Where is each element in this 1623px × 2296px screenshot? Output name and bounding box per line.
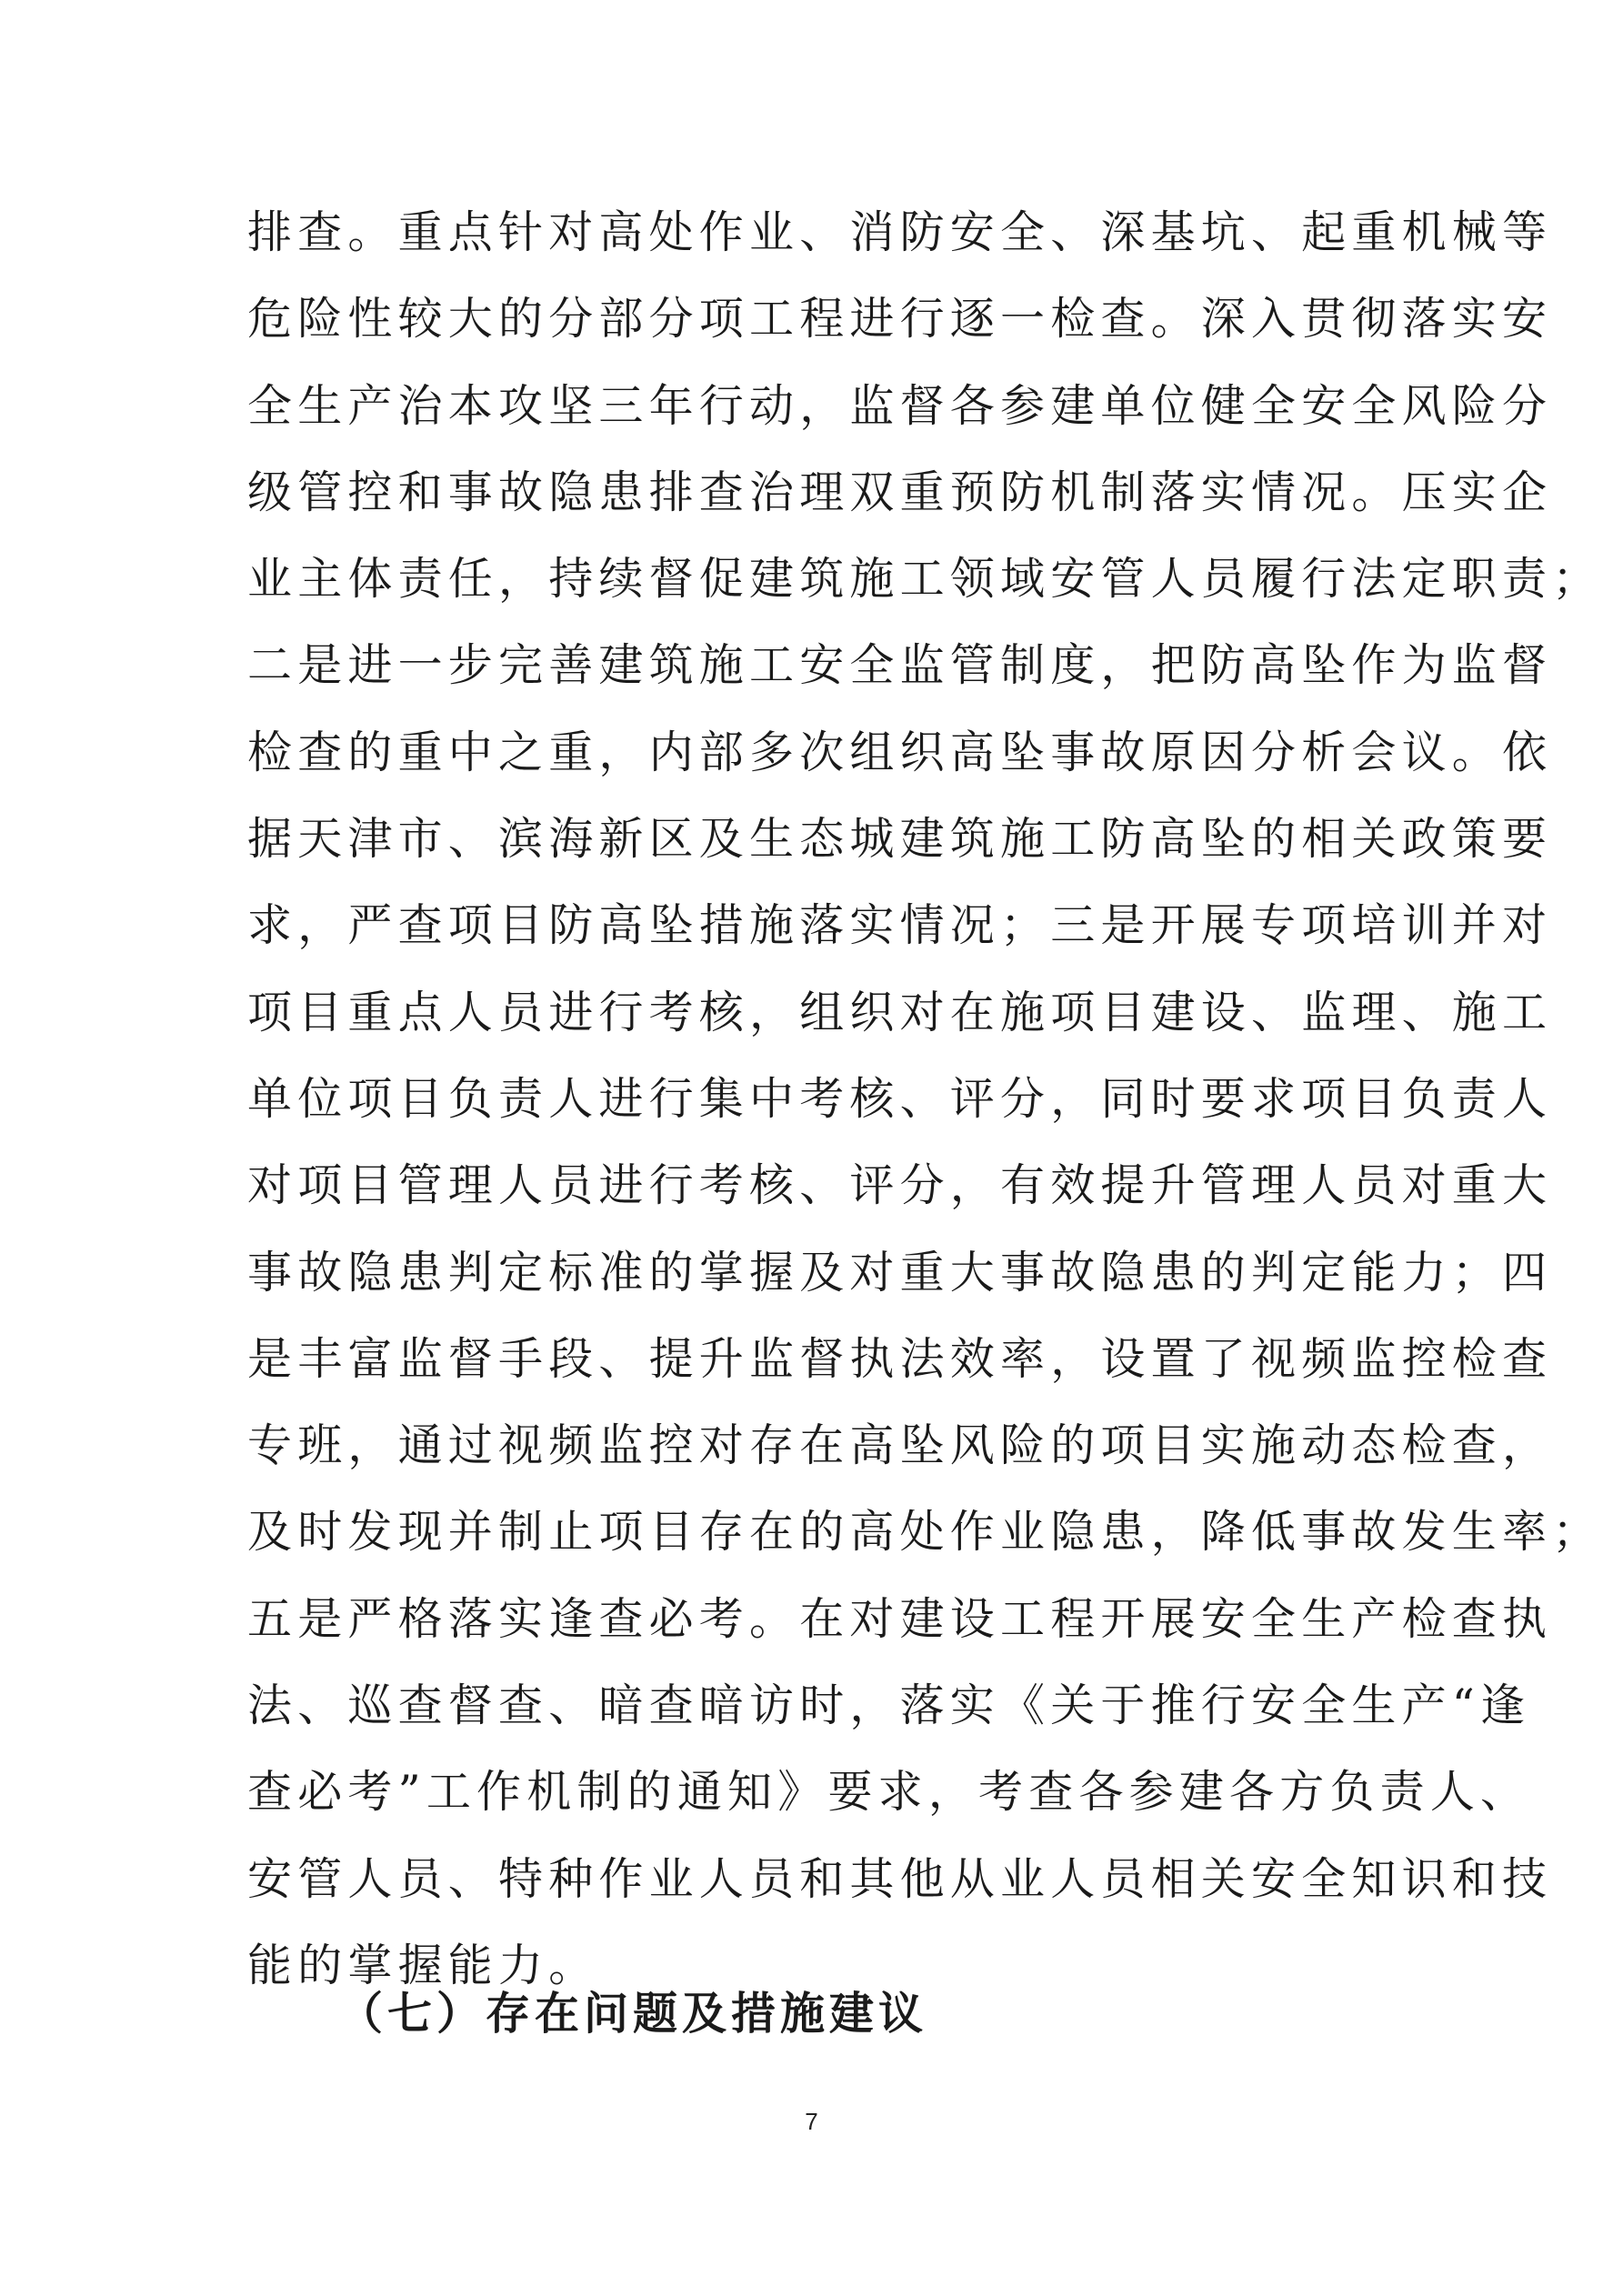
text-line: 法、巡查督查、暗查暗访时，落实《关于推行安全生产“逢 [247,1679,1531,1732]
text-line: 项目重点人员进行考核，组织对在施项目建设、监理、施工 [247,986,1553,1038]
text-line: 二是进一步完善建筑施工安全监管制度，把防高坠作为监督 [247,639,1553,692]
text-line: 事故隐患判定标准的掌握及对重大事故隐患的判定能力；四 [247,1246,1553,1298]
text-line: 据天津市、滨海新区及生态城建筑施工防高坠的相关政策要 [247,813,1553,866]
text-line: 是丰富监督手段、提升监督执法效率，设置了视频监控检查 [247,1332,1553,1385]
section-heading: （七）存在问题及措施建议 [338,1988,928,2040]
text-line: 及时发现并制止项目存在的高处作业隐患，降低事故发生率； [247,1506,1603,1559]
text-line: 全生产治本攻坚三年行动，监督各参建单位健全安全风险分 [247,379,1553,432]
text-line: 级管控和事故隐患排查治理双重预防机制落实情况。压实企 [247,466,1553,518]
text-line: 专班，通过视频监控对存在高坠风险的项目实施动态检查， [247,1419,1553,1472]
text-line: 危险性较大的分部分项工程进行逐一检查。深入贯彻落实安 [247,293,1553,346]
text-line: 能的掌握能力。 [247,1939,599,1991]
text-line: 对项目管理人员进行考核、评分，有效提升管理人员对重大 [247,1159,1553,1212]
text-line: 检查的重中之重，内部多次组织高坠事故原因分析会议。依 [247,726,1553,778]
page-number: 7 [805,2108,818,2135]
text-line: 单位项目负责人进行集中考核、评分，同时要求项目负责人 [247,1072,1553,1125]
text-line: 求，严查项目防高坠措施落实情况；三是开展专项培训并对 [247,899,1553,952]
body-paragraph [247,189,1603,2009]
text-line: 业主体责任，持续督促建筑施工领域安管人员履行法定职责； [247,553,1603,606]
text-line: 排查。重点针对高处作业、消防安全、深基坑、起重机械等 [247,206,1553,258]
text-line: 五是严格落实逢查必考。在对建设工程开展安全生产检查执 [247,1592,1553,1645]
text-line: 安管人员、特种作业人员和其他从业人员相关安全知识和技 [247,1852,1553,1905]
text-line: 查必考”工作机制的通知》要求，考查各参建各方负责人、 [247,1766,1531,1819]
